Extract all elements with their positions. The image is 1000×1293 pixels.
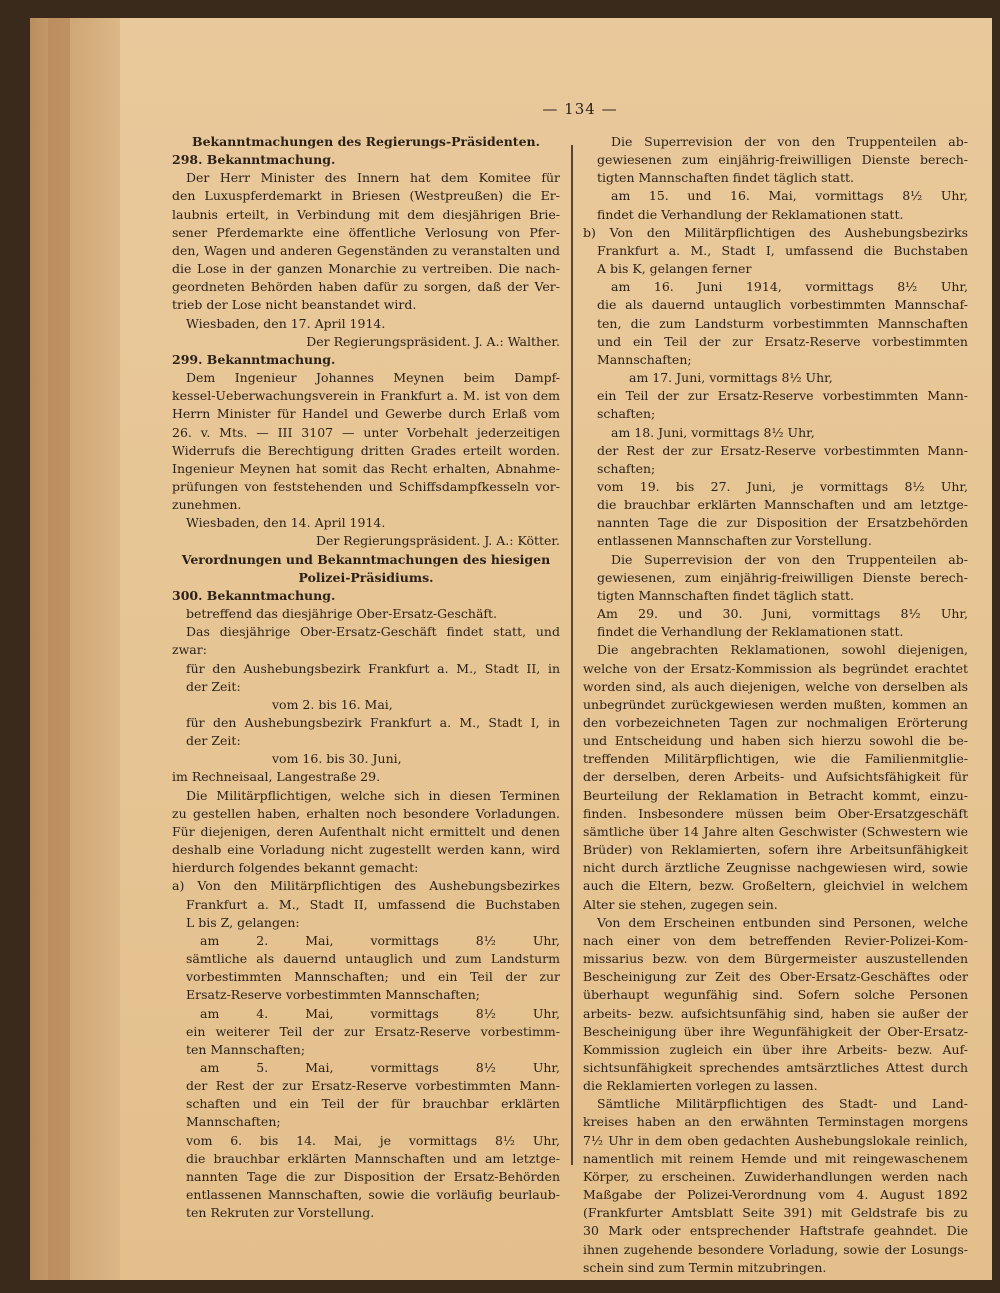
text-line: auch die Eltern, bezw. Großeltern, gleichviel in welchem <box>583 878 968 894</box>
text-line: nach einer von dem betreffenden Revier-Polizei-Kom- <box>583 932 968 948</box>
text-line: tigten Mannschaften findet täglich statt. <box>597 170 855 186</box>
text-line: finden. Insbesondere müssen beim Ober-Ersatzgeschäft <box>583 805 968 821</box>
text-line: namentlich mit reinem Hemde und mit reingewaschenem <box>583 1150 968 1166</box>
text-line: 26. v. Mts. — III 3107 — unter Vorbehalt jederzeitigen <box>172 424 560 440</box>
text-line: welche von der Ersatz-Kommission als begründet erachtet <box>583 660 968 676</box>
text-line: a) Von den Militärpflichtigen des Aushebungsbezirkes <box>172 878 560 894</box>
text-line: sämtliche als dauernd untauglich und zum Landsturm <box>186 951 560 967</box>
text-line: worden sind, als auch diejenigen, welche von derselben als <box>583 678 968 694</box>
text-line: 7½ Uhr in dem oben gedachten Aushebungslokale reinlich, <box>583 1132 968 1148</box>
text-line: überhaupt wegunfähig sind. Sofern solche Personen <box>583 987 968 1003</box>
text-line: der derselben, deren Arbeits- und Aufsichtsfähigkeit für <box>583 769 968 785</box>
text-line: vom 16. bis 30. Juni, <box>272 751 402 767</box>
text-line: gewiesenen zum einjährig-freiwilligen Dienste berech- <box>597 152 968 168</box>
text-line: Die Militärpflichtigen, welche sich in diesen Terminen <box>186 787 560 803</box>
text-line: Bescheinigung über ihre Wegunfähigkeit der Ober-Ersatz- <box>583 1023 968 1039</box>
text-line: zu gestellen haben, erhalten noch besondere Vorladungen. <box>172 805 560 821</box>
text-line: treffenden Militärpflichtigen, wie die Familienmitglie- <box>583 751 968 767</box>
text-line: Der Regierungspräsident. J. A.: Kötter. <box>315 533 560 549</box>
text-line: ten Rekruten zur Vorstellung. <box>186 1205 375 1221</box>
text-line: Alter sie stehen, zugegen sein. <box>583 896 778 912</box>
text-line: sichtsunfähigkeit sprechendes amtsärztliches Attest durch <box>583 1059 968 1075</box>
text-line: entlassenen Mannschaften, sowie die vorläufig beurlaub- <box>186 1187 560 1203</box>
text-line: ihnen zugehende besondere Vorladung, sowie der Losungs- <box>583 1241 968 1257</box>
text-line: die als dauernd untauglich vorbestimmten Mannschaf- <box>597 297 968 313</box>
text-line: laubnis erteilt, in Verbindung mit dem diesjährigen Brie- <box>172 206 560 222</box>
right-column <box>583 133 968 1277</box>
text-line: der Rest der zur Ersatz-Reserve vorbestimmten Mann- <box>597 442 968 458</box>
text-line: sener Pferdemarkte eine öffentliche Verlosung von Pfer- <box>172 224 560 240</box>
text-line: Dem Ingenieur Johannes Meynen beim Dampf- <box>186 370 560 386</box>
text-line: nicht durch ärztliche Zeugnisse nachgewiesen wird, sowie <box>583 860 968 876</box>
text-line: kessel-Ueberwachungsverein in Frankfurt a. M. ist von dem <box>172 388 560 404</box>
text-line: 30 Mark oder entsprechender Haftstrafe geahndet. Die <box>583 1223 968 1239</box>
text-line: Bescheinigung zur Zeit des Ober-Ersatz-Geschäftes oder <box>583 969 968 985</box>
text-line: am 16. Juni 1914, vormittags 8½ Uhr, <box>611 279 968 295</box>
text-line: Für diejenigen, deren Aufenthalt nicht ermittelt und denen <box>172 823 560 839</box>
text-line: der Zeit: <box>186 678 241 694</box>
text-line: nannten Tage die zur Disposition der Ersatz-Behörden <box>186 1168 560 1184</box>
text-line: der Zeit: <box>186 733 241 749</box>
text-line: vom 6. bis 14. Mai, je vormittags 8½ Uhr, <box>186 1132 560 1148</box>
text-line: Beurteilung der Reklamation in Betracht kommt, einzu- <box>583 787 968 803</box>
text-line: kreises haben an den erwähnten Terminstagen morgens <box>583 1114 968 1130</box>
text-line: gewiesenen, zum einjährig-freiwilligen Dienste berech- <box>597 569 968 585</box>
text-line: findet die Verhandlung der Reklamationen statt. <box>597 206 904 222</box>
text-line: missarius bezw. von dem Bürgermeister auszustellenden <box>583 951 968 967</box>
text-line: für den Aushebungsbezirk Frankfurt a. M., Stadt I, in <box>186 715 560 730</box>
text-line: für den Aushebungsbezirk Frankfurt a. M., Stadt II, in <box>186 660 560 676</box>
text-line: und ein Teil der zur Ersatz-Reserve vorbestimmten <box>597 333 968 349</box>
text-line: Bekanntmachungen des Regierungs-Präsidenten. <box>192 134 540 149</box>
text-line: Mannschaften; <box>597 351 692 367</box>
text-line: Sämtliche Militärpflichtigen des Stadt- und Land- <box>597 1096 968 1112</box>
text-line: Das diesjährige Ober-Ersatz-Geschäft findet statt, und <box>186 624 560 640</box>
text-line: betreffend das diesjährige Ober-Ersatz-Geschäft. <box>186 606 498 622</box>
text-line: Frankfurt a. M., Stadt I, umfassend die Buchstaben <box>597 242 968 258</box>
text-line: trieb der Lose nicht beanstandet wird. <box>172 297 417 313</box>
text-line: schaften; <box>597 406 656 422</box>
text-line: schaften und ein Teil der für brauchbar erklärten <box>186 1096 560 1112</box>
left-column <box>172 133 560 1222</box>
binding-margin <box>30 18 120 1280</box>
text-line: Der Herr Minister des Innern hat dem Komitee für <box>186 170 560 186</box>
text-line: tigten Mannschaften findet täglich statt. <box>597 587 855 603</box>
text-line: zunehmen. <box>172 497 242 513</box>
text-line: ten, die zum Landsturm vorbestimmten Mannschaften <box>597 315 968 331</box>
text-line: am 15. und 16. Mai, vormittags 8½ Uhr, <box>611 188 968 204</box>
text-line: Mannschaften; <box>186 1114 281 1130</box>
text-line: Maßgabe der Polizei-Verordnung vom 4. August 1892 <box>583 1187 968 1203</box>
text-line: sämtliche über 14 Jahre alten Geschwister (Schwestern wie <box>583 823 968 839</box>
text-line: L bis Z, gelangen: <box>186 914 300 930</box>
text-line: findet die Verhandlung der Reklamationen statt. <box>597 624 904 640</box>
text-line: 299. Bekanntmachung. <box>172 351 336 367</box>
text-line: die Lose in der ganzen Monarchie zu vertreiben. Die nach- <box>172 261 560 277</box>
text-line: vom 2. bis 16. Mai, <box>272 696 393 712</box>
text-line: Wiesbaden, den 14. April 1914. <box>186 515 386 531</box>
text-line: ten Mannschaften; <box>186 1041 306 1057</box>
text-line: (Frankfurter Amtsblatt Seite 391) mit Geldstrafe bis zu <box>583 1205 968 1221</box>
text-line: deshalb eine Vorladung nicht zugestellt werden kann, wird <box>172 842 560 858</box>
page-number: — 134 — <box>542 100 618 118</box>
text-line: vom 19. bis 27. Juni, je vormittags 8½ Uhr, <box>597 478 968 494</box>
text-line: am 17. Juni, vormittags 8½ Uhr, <box>629 370 833 386</box>
text-line: Am 29. und 30. Juni, vormittags 8½ Uhr, <box>597 606 968 622</box>
text-line: die brauchbar erklärten Mannschaften und am letztge- <box>186 1150 560 1166</box>
text-line: die brauchbar erklärten Mannschaften und am letztge- <box>597 497 968 513</box>
text-line: zwar: <box>172 642 207 658</box>
text-line: entlassenen Mannschaften zur Vorstellung. <box>597 533 872 549</box>
text-line: Ersatz-Reserve vorbestimmten Mannschaften; <box>186 987 480 1003</box>
text-line: schein sind zum Termin mitzubringen. <box>583 1259 827 1275</box>
text-line: vorbestimmten Mannschaften; und ein Teil der zur <box>186 969 560 985</box>
text-line: geordneten Behörden haben dafür zu sorgen, daß der Ver- <box>172 279 560 295</box>
text-line: und Entscheidung und haben sich hierzu sowohl die be- <box>583 733 968 749</box>
text-line: Von dem Erscheinen entbunden sind Personen, welche <box>597 914 968 930</box>
text-line: prüfungen von feststehenden und Schiffsdampfkesseln vor- <box>172 478 560 494</box>
text-line: Die angebrachten Reklamationen, sowohl diejenigen, <box>597 642 968 658</box>
text-line: den Luxuspferdemarkt in Briesen (Westpreußen) die Er- <box>172 188 560 204</box>
text-line: 300. Bekanntmachung. <box>172 587 336 603</box>
text-line: die Reklamierten vorlegen zu lassen. <box>583 1078 818 1094</box>
text-line: Kommission zugleich ein über ihre Arbeits- bezw. Auf- <box>583 1041 968 1057</box>
text-line: Herrn Minister für Handel und Gewerbe durch Erlaß vom <box>172 406 560 422</box>
text-line: am 5. Mai, vormittags 8½ Uhr, <box>200 1059 560 1075</box>
text-line: Ingenieur Meynen hat somit das Recht erhalten, Abnahme- <box>172 460 560 476</box>
text-line: Der Regierungspräsident. J. A.: Walther. <box>306 333 560 349</box>
text-line: der Rest der zur Ersatz-Reserve vorbestimmten Mann- <box>186 1078 560 1094</box>
text-line: unbegründet zurückgewiesen werden mußten, kommen an <box>583 696 968 712</box>
text-line: im Rechneisaal, Langestraße 29. <box>172 769 381 785</box>
text-line: ein Teil der zur Ersatz-Reserve vorbestimmten Mann- <box>597 388 968 404</box>
text-line: 298. Bekanntmachung. <box>172 152 336 168</box>
text-line: Wiesbaden, den 17. April 1914. <box>186 315 386 331</box>
text-line: A bis K, gelangen ferner <box>597 261 752 277</box>
text-line: Brüder) von Reklamierten, sofern ihre Arbeitsunfähigkeit <box>583 842 968 858</box>
text-line: Körper, zu erscheinen. Zuwiderhandlungen werden nach <box>583 1168 968 1184</box>
text-line: Verordnungen und Bekanntmachungen des hiesigen <box>181 551 551 567</box>
text-line: den vorbezeichneten Tagen zur nochmaligen Erörterung <box>583 715 968 730</box>
text-line: am 18. Juni, vormittags 8½ Uhr, <box>611 424 815 440</box>
text-line: Die Superrevision der von den Truppenteilen ab- <box>611 134 968 149</box>
text-line: am 4. Mai, vormittags 8½ Uhr, <box>200 1005 560 1021</box>
text-line: Frankfurt a. M., Stadt II, umfassend die Buchstaben <box>186 896 560 912</box>
text-line: b) Von den Militärpflichtigen des Aushebungsbezirks <box>583 224 968 240</box>
text-line: schaften; <box>597 460 656 476</box>
text-line: nannten Tage die zur Disposition der Ersatzbehörden <box>597 515 968 531</box>
text-line: arbeits- bezw. aufsichtsunfähig sind, haben sie außer der <box>583 1005 968 1021</box>
column-divider <box>571 145 573 1165</box>
text-line: hierdurch folgendes bekannt gemacht: <box>172 860 419 876</box>
text-line: Die Superrevision der von den Truppenteilen ab- <box>611 551 968 567</box>
text-line: Widerrufs die Berechtigung dritten Grades erteilt worden. <box>172 442 560 458</box>
text-line: ein weiterer Teil der zur Ersatz-Reserve vorbestimm- <box>186 1023 560 1039</box>
text-line: am 2. Mai, vormittags 8½ Uhr, <box>200 932 560 948</box>
text-line: den, Wagen und anderen Gegenständen zu veranstalten und <box>172 242 560 258</box>
text-line: Polizei-Präsidiums. <box>298 569 434 585</box>
